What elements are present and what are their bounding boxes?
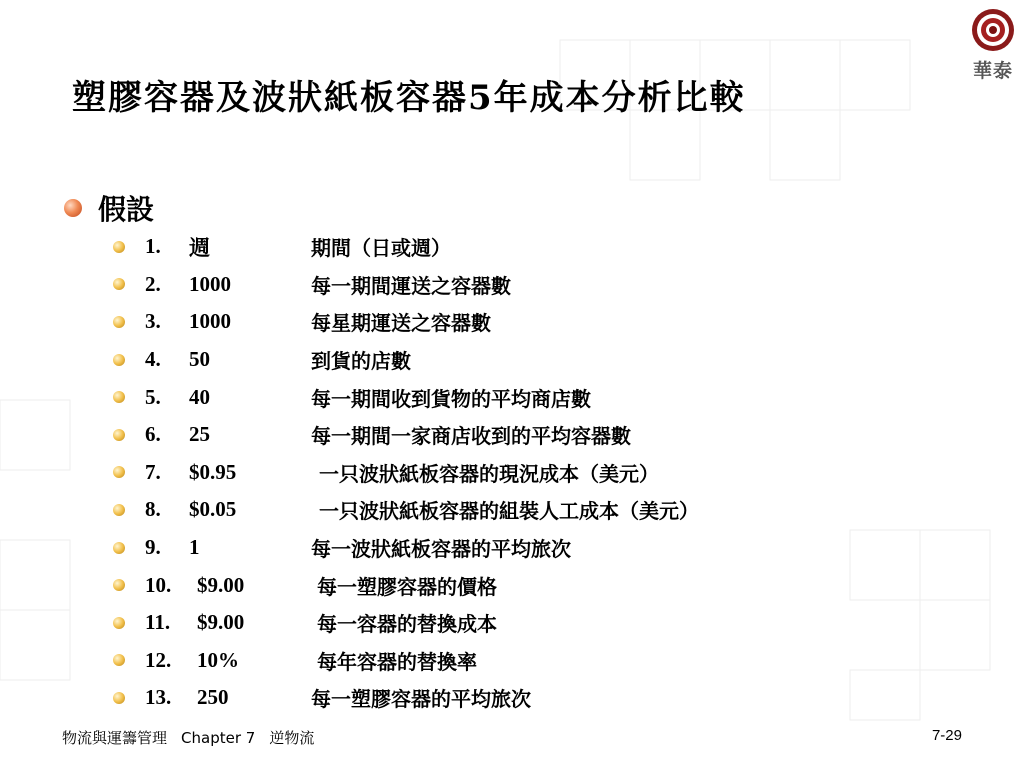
item-value: 250 (197, 685, 229, 710)
item-description: 每一容器的替換成本 (317, 612, 497, 637)
bullet-icon (113, 654, 125, 666)
item-number: 9. (145, 535, 161, 560)
bullet-icon (113, 354, 125, 366)
item-description: 一只波狀紙板容器的組裝人工成本（美元） (319, 499, 699, 524)
list-item (113, 566, 699, 604)
footer-course-info (62, 727, 314, 748)
bullet-icon (113, 617, 125, 629)
item-number: 8. (145, 497, 161, 522)
item-number: 4. (145, 347, 161, 372)
list-item (113, 416, 699, 454)
item-description: 到貨的店數 (311, 349, 411, 374)
item-number: 3. (145, 309, 161, 334)
list-item (113, 228, 699, 266)
item-number: 2. (145, 271, 161, 296)
list-item (113, 303, 699, 341)
item-description: 期間（日或週） (311, 236, 451, 261)
bullet-icon (113, 316, 125, 328)
section-label: 假設 (98, 193, 155, 226)
item-value: 40 (189, 384, 210, 409)
item-value: 週 (189, 235, 210, 260)
bullet-icon (113, 391, 125, 403)
item-number: 13. (145, 685, 172, 710)
item-description: 每一波狀紙板容器的平均旅次 (311, 537, 571, 562)
item-value: 1000 (189, 309, 231, 334)
company-logo (964, 6, 1020, 82)
bullet-icon (113, 278, 125, 290)
section-heading (64, 188, 154, 228)
item-number: 1. (145, 234, 161, 259)
logo-rings-icon (964, 6, 1022, 56)
footer-chapter: Chapter 7 (181, 729, 256, 747)
item-value: 1 (189, 535, 200, 560)
footer-course: 物流與運籌管理 (62, 729, 168, 747)
item-number: 5. (145, 384, 161, 409)
list-item (113, 491, 699, 529)
item-value: 1000 (189, 271, 231, 296)
list-item (113, 604, 699, 642)
item-value: 25 (189, 422, 210, 447)
item-description: 每年容器的替換率 (317, 649, 477, 674)
bullet-icon (113, 579, 125, 591)
bullet-icon (113, 241, 125, 253)
assumption-list (113, 228, 699, 717)
item-number: 10. (145, 572, 172, 597)
page-title: 塑膠容器及波狀紙板容器5年成本分析比較 (72, 78, 746, 118)
list-item (113, 529, 699, 567)
item-value: $0.95 (189, 459, 237, 484)
item-description: 每一期間一家商店收到的平均容器數 (311, 424, 631, 449)
list-item (113, 341, 699, 379)
bullet-icon (64, 199, 82, 217)
item-value: $9.00 (197, 572, 245, 597)
item-number: 7. (145, 459, 161, 484)
item-number: 6. (145, 422, 161, 447)
item-description: 一只波狀紙板容器的現況成本（美元） (319, 461, 659, 486)
bullet-icon (113, 504, 125, 516)
item-value: 10% (197, 647, 239, 672)
list-item (113, 378, 699, 416)
item-number: 11. (145, 610, 171, 635)
logo-text: 華泰 (972, 60, 1013, 82)
bullet-icon (113, 542, 125, 554)
item-description: 每一期間運送之容器數 (311, 273, 511, 298)
list-item (113, 454, 699, 492)
item-number: 12. (145, 647, 172, 672)
item-description: 每一期間收到貨物的平均商店數 (311, 386, 591, 411)
item-description: 每一塑膠容器的平均旅次 (311, 687, 531, 712)
bullet-icon (113, 429, 125, 441)
list-item (113, 679, 699, 717)
page-number: 7-29 (931, 727, 962, 744)
footer-topic: 逆物流 (269, 729, 315, 747)
item-value: $0.05 (189, 497, 237, 522)
item-value: 50 (189, 347, 210, 372)
bullet-icon (113, 692, 125, 704)
item-description: 每星期運送之容器數 (311, 311, 491, 336)
list-item (113, 266, 699, 304)
bullet-icon (113, 466, 125, 478)
item-value: $9.00 (197, 610, 245, 635)
item-description: 每一塑膠容器的價格 (317, 574, 497, 599)
list-item (113, 642, 699, 680)
